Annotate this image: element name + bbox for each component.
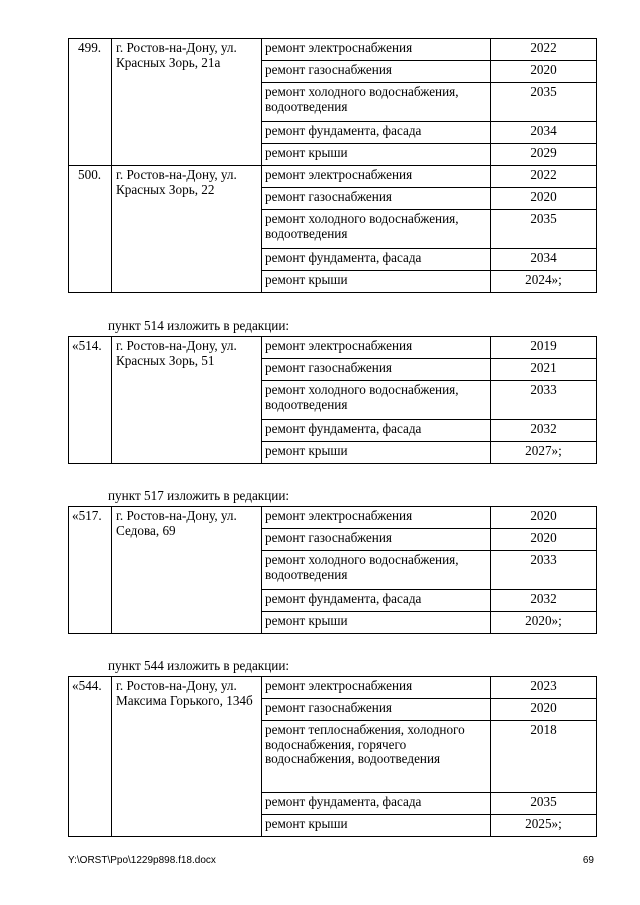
work-cell: ремонт газоснабжения: [262, 188, 491, 210]
year-cell: 2035: [491, 793, 597, 815]
repair-table-1: [68, 38, 597, 293]
table-row: [69, 677, 597, 699]
work-cell: ремонт электроснабжения: [262, 677, 491, 699]
year-cell: 2021: [491, 359, 597, 381]
year-cell: 2020»;: [491, 612, 597, 634]
work-cell: ремонт холодного водоснабжения, водоотведения: [262, 210, 491, 249]
work-cell: ремонт электроснабжения: [262, 337, 491, 359]
year-cell: 2032: [491, 590, 597, 612]
year-cell: 2020: [491, 507, 597, 529]
item-number: 500.: [69, 166, 112, 293]
year-cell: 2019: [491, 337, 597, 359]
amendment-caption-517: пункт 517 изложить в редакции:: [108, 488, 290, 503]
address-cell: г. Ростов-на-Дону, ул. Седова, 69: [112, 507, 262, 634]
work-cell: ремонт фундамента, фасада: [262, 793, 491, 815]
repair-table-544: [68, 676, 597, 837]
year-cell: 2027»;: [491, 442, 597, 464]
year-cell: 2023: [491, 677, 597, 699]
year-cell: 2022: [491, 166, 597, 188]
work-cell: ремонт газоснабжения: [262, 61, 491, 83]
work-cell: ремонт газоснабжения: [262, 359, 491, 381]
amendment-caption-514: пункт 514 изложить в редакции:: [108, 318, 290, 333]
work-cell: ремонт фундамента, фасада: [262, 122, 491, 144]
repair-table-517: [68, 506, 597, 634]
address-cell: г. Ростов-на-Дону, ул. Красных Зорь, 22: [112, 166, 262, 293]
work-cell: ремонт холодного водоснабжения, водоотведения: [262, 381, 491, 420]
year-cell: 2020: [491, 529, 597, 551]
work-cell: ремонт электроснабжения: [262, 39, 491, 61]
year-cell: 2025»;: [491, 815, 597, 837]
table-row: [69, 507, 597, 529]
table-row: [69, 39, 597, 61]
work-cell: ремонт теплоснабжения, холодного водоснабжения, горячего водоснабжения, водоотведения: [262, 721, 491, 793]
year-cell: 2020: [491, 699, 597, 721]
work-cell: ремонт газоснабжения: [262, 699, 491, 721]
work-cell: ремонт фундамента, фасада: [262, 420, 491, 442]
work-cell: ремонт крыши: [262, 271, 491, 293]
year-cell: 2035: [491, 210, 597, 249]
year-cell: 2018: [491, 721, 597, 793]
address-cell: г. Ростов-на-Дону, ул. Максима Горького, 134б: [112, 677, 262, 837]
year-cell: 2034: [491, 122, 597, 144]
year-cell: 2034: [491, 249, 597, 271]
work-cell: ремонт фундамента, фасада: [262, 249, 491, 271]
work-cell: ремонт фундамента, фасада: [262, 590, 491, 612]
item-number: «517.: [69, 507, 112, 634]
repair-table-514: [68, 336, 597, 464]
address-cell: г. Ростов-на-Дону, ул. Красных Зорь, 51: [112, 337, 262, 464]
work-cell: ремонт электроснабжения: [262, 166, 491, 188]
item-number: «514.: [69, 337, 112, 464]
address-cell: г. Ростов-на-Дону, ул. Красных Зорь, 21а: [112, 39, 262, 166]
work-cell: ремонт газоснабжения: [262, 529, 491, 551]
work-cell: ремонт холодного водоснабжения, водоотведения: [262, 83, 491, 122]
page-number: 69: [582, 855, 594, 866]
year-cell: 2033: [491, 551, 597, 590]
work-cell: ремонт крыши: [262, 612, 491, 634]
item-number: 499.: [69, 39, 112, 166]
footer-file-path: Y:\ORST\Ppo\1229p898.f18.docx: [68, 855, 216, 866]
year-cell: 2032: [491, 420, 597, 442]
amendment-caption-544: пункт 544 изложить в редакции:: [108, 658, 290, 673]
year-cell: 2024»;: [491, 271, 597, 293]
work-cell: ремонт крыши: [262, 144, 491, 166]
item-number: «544.: [69, 677, 112, 837]
year-cell: 2020: [491, 61, 597, 83]
year-cell: 2035: [491, 83, 597, 122]
work-cell: ремонт электроснабжения: [262, 507, 491, 529]
year-cell: 2022: [491, 39, 597, 61]
year-cell: 2033: [491, 381, 597, 420]
work-cell: ремонт холодного водоснабжения, водоотведения: [262, 551, 491, 590]
year-cell: 2029: [491, 144, 597, 166]
work-cell: ремонт крыши: [262, 815, 491, 837]
table-row: [69, 337, 597, 359]
work-cell: ремонт крыши: [262, 442, 491, 464]
table-row: [69, 166, 597, 188]
year-cell: 2020: [491, 188, 597, 210]
